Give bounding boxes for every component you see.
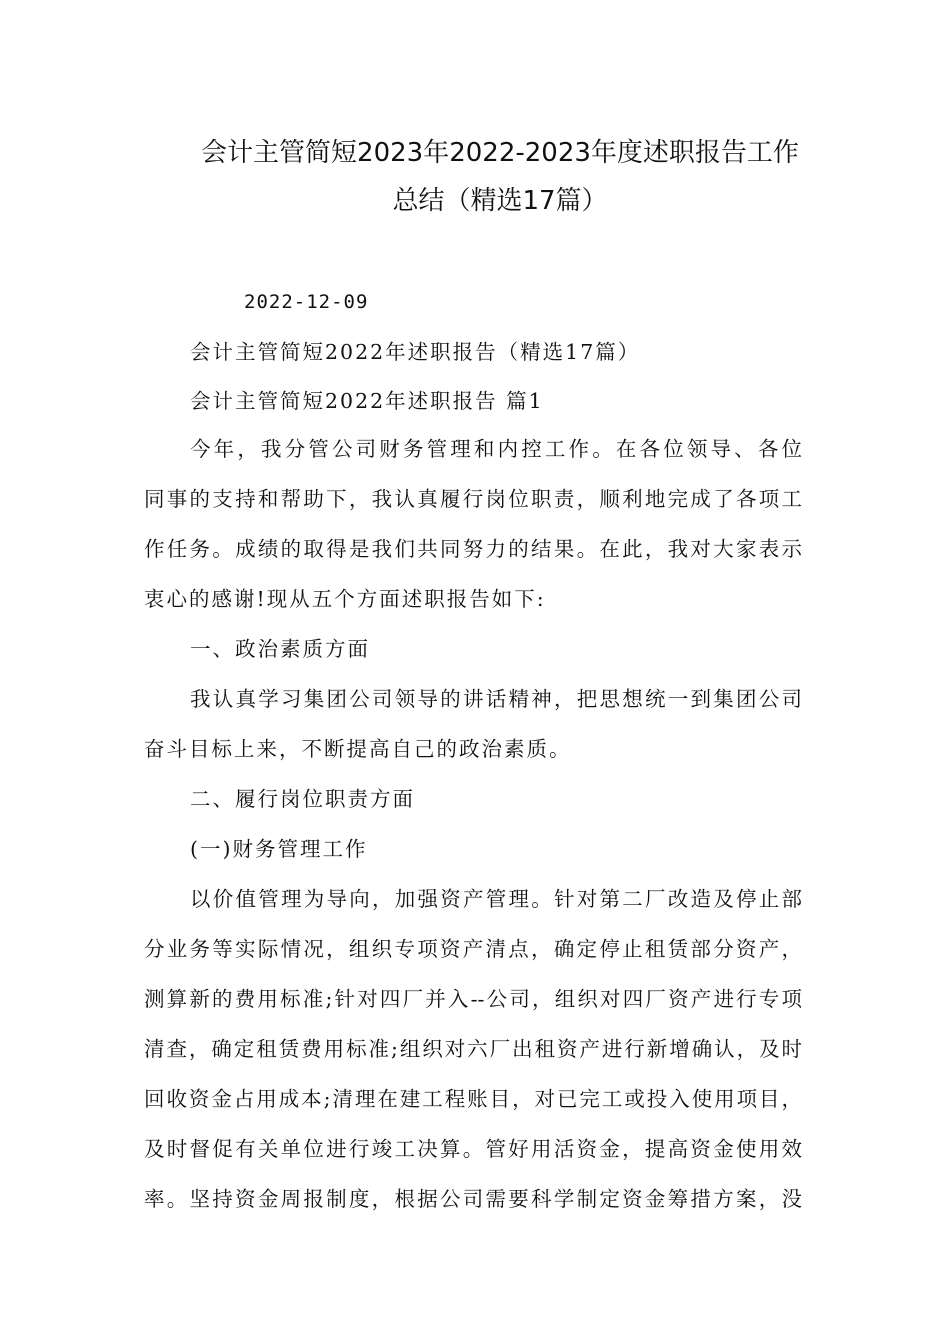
paragraph-line: 衷心的感谢!现从五个方面述职报告如下: (144, 587, 546, 611)
paragraph-line: 我认真学习集团公司领导的讲话精神，把思想统一到集团公司 (190, 687, 802, 711)
heading-report-collection: 会计主管简短2022年述职报告（精选17篇） (190, 340, 641, 364)
paragraph-line: 以价值管理为导向，加强资产管理。针对第二厂改造及停止部 (190, 887, 802, 911)
paragraph-line: 及时督促有关单位进行竣工决算。管好用活资金，提高资金使用效 (144, 1137, 802, 1161)
document-title-line-1: 会计主管简短2023年2022-2023年度述职报告工作 (201, 138, 799, 168)
paragraph-line: 作任务。成绩的取得是我们共同努力的结果。在此，我对大家表示 (144, 537, 802, 561)
paragraph-line: 测算新的费用标准;针对四厂并入--公司，组织对四厂资产进行专项 (144, 987, 802, 1011)
document-date: 2022-12-09 (244, 291, 369, 313)
paragraph-line: 清查，确定租赁费用标准;组织对六厂出租资产进行新增确认，及时 (144, 1037, 802, 1061)
heading-report-part-1: 会计主管简短2022年述职报告 篇1 (190, 389, 544, 413)
paragraph-line: 奋斗目标上来，不断提高自己的政治素质。 (144, 737, 572, 761)
paragraph-line: 率。坚持资金周报制度，根据公司需要科学制定资金筹措方案，没 (144, 1187, 802, 1211)
paragraph-line: 分业务等实际情况，组织专项资产清点，确定停止租赁部分资产， (144, 937, 802, 961)
section-heading-duties: 二、履行岗位职责方面 (190, 787, 415, 811)
document-title-line-2: 总结（精选17篇） (392, 186, 608, 216)
paragraph-line: 今年，我分管公司财务管理和内控工作。在各位领导、各位 (190, 437, 802, 461)
paragraph-line: 同事的支持和帮助下，我认真履行岗位职责，顺利地完成了各项工 (144, 487, 802, 511)
section-heading-political: 一、政治素质方面 (190, 637, 370, 661)
paragraph-line: 回收资金占用成本;清理在建工程账目，对已完工或投入使用项目， (144, 1087, 802, 1111)
subsection-heading-finance: (一)财务管理工作 (190, 837, 368, 861)
